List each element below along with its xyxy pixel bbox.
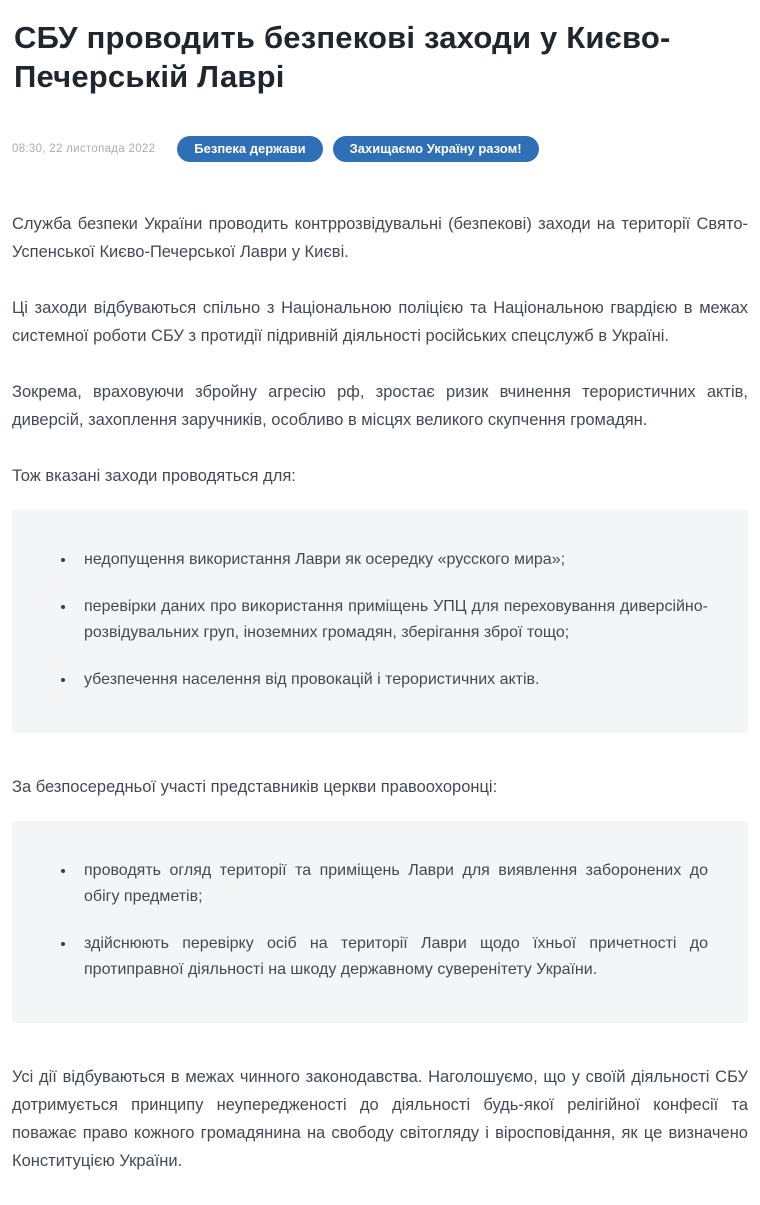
paragraph-intro: Служба безпеки України проводить контррозвідувальні (безпекові) заходи на території Свято-Успенської Києво-Печерської Лаври у Києві. xyxy=(12,215,748,261)
measures-list xyxy=(52,546,708,693)
article-meta-row xyxy=(12,136,748,162)
list-item: • проводять огляд території та приміщень Лаври для виявлення заборонених до обігу предметів; xyxy=(76,857,708,910)
tag-list xyxy=(177,136,538,162)
list-item: • здійснюють перевірку осіб на території Лаври щодо їхньої причетності до протиправної діяльності на шкоду державному суверенітету України. xyxy=(76,930,708,983)
article-body xyxy=(12,210,748,1175)
tag-defend-ukraine-together[interactable]: Захищаємо Україну разом! xyxy=(333,136,539,162)
page-title: СБУ проводить безпекові заходи у Києво-Печерській Лаврі xyxy=(14,20,671,94)
publication-datetime: 08:30, 22 листопада 2022 xyxy=(12,143,156,155)
list-item: • убезпечення населення від провокацій і терористичних актів. xyxy=(76,666,708,693)
list-item: • недопущення використання Лаври як осередку «русского мира»; xyxy=(76,546,708,573)
paragraph-joint-operation: Ці заходи відбуваються спільно з Національною поліцією та Національною гвардією в межах системної роботи СБУ з протидії підривній діяльності російських спецслужб в Україні. xyxy=(12,299,748,345)
tag-state-security[interactable]: Безпека держави xyxy=(177,136,322,162)
paragraph-church-lead-in: За безпосередньої участі представників церкви правоохоронці: xyxy=(12,778,498,796)
paragraph-risks: Зокрема, враховуючи збройну агресію рф, зростає ризик вчинення терористичних актів, диверсій, захоплення заручників, особливо в місцях великого скупчення громадян. xyxy=(12,383,748,429)
paragraph-legal-note: Усі дії відбуваються в межах чинного законодавства. Наголошуємо, що у своїй діяльності СБУ дотримується принципу неупередженості до діяльності будь-якої релігійної конфесії та поважає право кожного громадянина на свободу світогляду і віросповідання, як це визначено Конституцією України. xyxy=(12,1068,748,1170)
actions-list xyxy=(52,857,708,983)
list-item: • перевірки даних про використання приміщень УПЦ для переховування диверсійно-розвідувальних груп, іноземних громадян, зберігання зброї тощо; xyxy=(76,593,708,646)
paragraph-measures-lead-in: Тож вказані заходи проводяться для: xyxy=(12,467,296,485)
actions-list-box xyxy=(12,821,748,1023)
measures-list-box xyxy=(12,510,748,733)
